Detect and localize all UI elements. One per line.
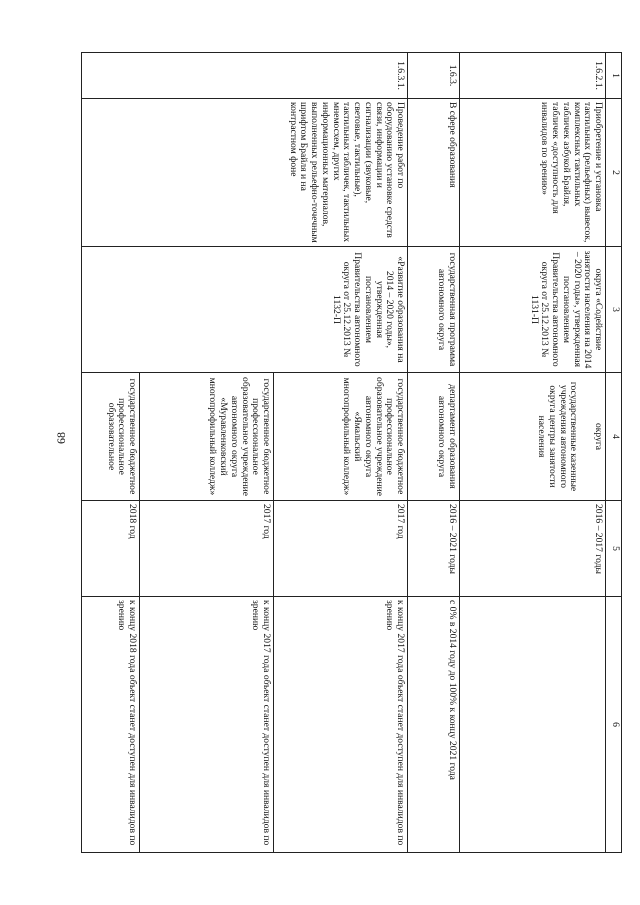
executor-text: государственное бюджетное профессиональное образовательное учреждение автономного округа «Муравленковский многопрофильный колледж» [140, 373, 274, 501]
executor-text: округа [593, 422, 604, 451]
column-number: 3 [606, 247, 622, 373]
measures-table [81, 52, 622, 853]
column-number: 6 [606, 597, 622, 853]
executor-text: государственные казенные учреждения автономного округа центры занятости населения [536, 381, 580, 492]
period-text: 2017 год [274, 501, 408, 597]
result-text [460, 597, 606, 853]
table-row [274, 53, 408, 853]
column-number: 5 [606, 501, 622, 597]
column-number-row [606, 53, 622, 853]
column-number: 4 [606, 373, 622, 501]
result-text: с 0% в 2014 году до 100% к концу 2021 года [408, 597, 460, 853]
program-text: государственная программа автономного округа [408, 247, 460, 373]
result-text: к концу 2017 года объект станет доступен для инвалидов по зрению [140, 597, 274, 853]
row-number: 1.6.3. [408, 53, 460, 99]
period-text: 2016 – 2021 годы [408, 501, 460, 597]
executor-text: государственное бюджетное профессиональное образовательное [82, 373, 140, 501]
row-number: 1.6.3.1. [82, 53, 408, 99]
page-number: 68 [54, 432, 68, 444]
measure-text: В сфере образования [408, 99, 460, 247]
executor-cell [460, 373, 606, 501]
result-text: к концу 2018 года объект станет доступен для инвалидов по зрению [82, 597, 140, 853]
measure-text: Приобретение и установка тактильных (рельефных) вывесок, комплексных тактильных табличек азбукой Брайля, табличек «доступность для инвалидов по зрению» [460, 99, 606, 247]
period-text: 2016 – 2017 годы [460, 501, 606, 597]
executor-text: департамент образования автономного округа [408, 373, 460, 501]
result-text: к концу 2017 года объект станет доступен для инвалидов по зрению [274, 597, 408, 853]
executor-text: государственное бюджетное профессиональное образовательное учреждение автономного округа «Ямальский многопрофильный колледж» [274, 373, 408, 501]
column-number: 2 [606, 99, 622, 247]
program-text: «Развитие образования на 2014 – 2020 годы», утвержденная постановлением Правительства автономного округа от 25.12.2013 № 1132-П [82, 247, 408, 373]
column-number: 1 [606, 53, 622, 99]
period-text: 2018 год [82, 501, 140, 597]
table-row [460, 53, 606, 853]
row-number: 1.6.2.1. [460, 53, 606, 99]
period-text: 2017 год [140, 501, 274, 597]
measure-text: Проведение работ по оборудованию установке средств связи, информации и сигнализации (звуковые, световые, тактильные), тактильных табличек, тактильных мнемосхем, других информационных материалов, выполненных рельефно-точечным шрифтом Брайля и на контрастном фоне [82, 99, 408, 247]
program-text: округа «Содействие занятости населения на 2014 – 2020 годы», утвержденная постановлением Правительства автономного округа от 25.12.2013 № 1131-П [460, 247, 606, 373]
table-row [408, 53, 460, 853]
rotated-table-sheet [72, 52, 622, 852]
